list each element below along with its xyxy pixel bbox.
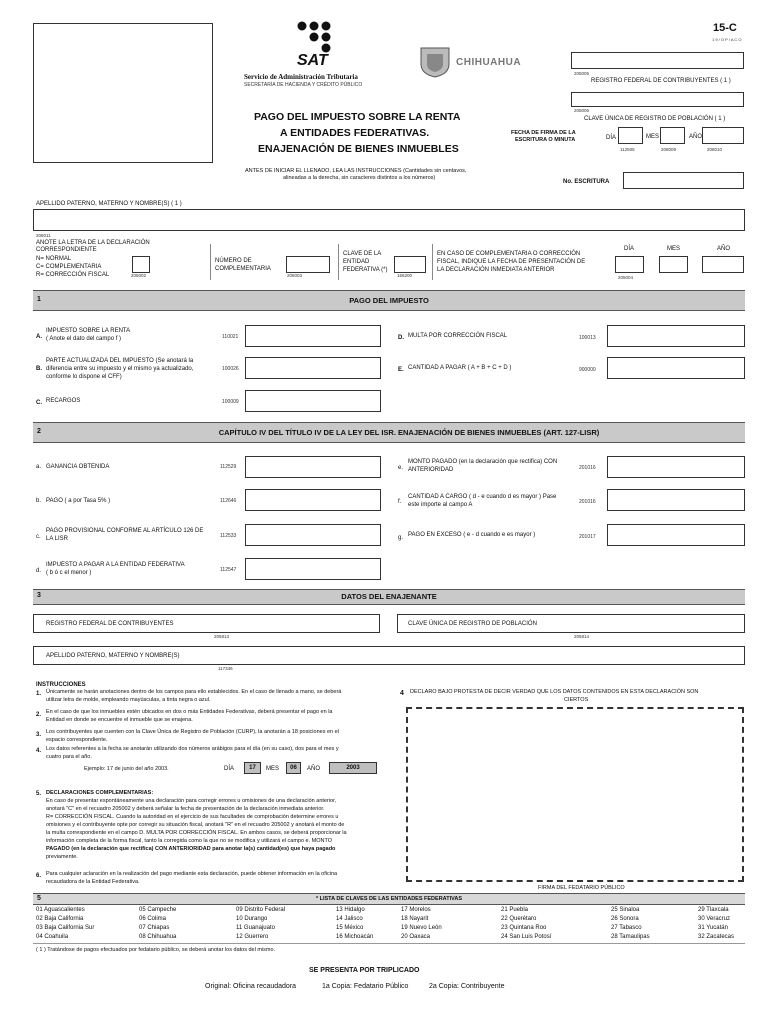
chihuahua-label: CHIHUAHUA (456, 57, 522, 68)
s2-b-label: PAGO ( a por Tasa 5% ) (46, 498, 111, 504)
section-1-header (33, 290, 745, 311)
s2-d-label-1: IMPUESTO A PAGAR A LA ENTIDAD FEDERATIVA (46, 562, 185, 568)
caso-label-2: FISCAL, INDIQUE LA FECHA DE PRESENTACIÓN DE (437, 259, 586, 265)
section-5-number: 5 (37, 895, 41, 902)
state-item: 23 Quintana Roo (501, 925, 547, 931)
s1-a-letter: A. (36, 334, 42, 340)
signature-area[interactable] (406, 707, 744, 882)
fecha-anterior-dia-label: DÍA (624, 246, 635, 252)
anote-label-3: N= NORMAL (36, 256, 72, 262)
fecha-firma-dia-code: 112505 (620, 147, 635, 152)
s1-b-code: 100026 (222, 366, 239, 372)
s2-e-label-1: MONTO PAGADO (en la declaración que rectifica) CON (408, 459, 558, 465)
anote-label-4: C= COMPLEMENTARIA (36, 264, 102, 270)
section-5-title: * LISTA DE CLAVES DE LAS ENTIDADES FEDERATIVAS (315, 896, 463, 902)
fecha-firma-label-2: ESCRITURA O MINUTA (515, 137, 576, 143)
instr-5-line-e: la multa correspondiente en el campo D. MULTA POR CORRECCIÓN FISCAL. En ambos casos, se deberá proporcionar la (46, 830, 347, 836)
state-item: 27 Tabasco (611, 925, 642, 931)
s2-f-label-2: este importe al campo A (408, 502, 473, 508)
fecha-firma-dia-input[interactable] (618, 127, 643, 144)
instr-6-line-a: Para cualquier aclaración en la realización del pago mediante esta declaración, puede obtener información en la oficina (46, 871, 338, 877)
fecha-firma-anio-input[interactable] (702, 127, 744, 144)
clave-label-3: FEDERATIVA (*) (343, 267, 388, 273)
state-item: 16 Michoacán (336, 934, 374, 940)
s3-curp-label: CLAVE ÚNICA DE REGISTRO DE POBLACIÓN (408, 621, 537, 627)
caso-label-1: EN CASO DE COMPLEMENTARIA O CORRECCIÓN (437, 251, 581, 257)
s1-d-label: MULTA POR CORRECCIÓN FISCAL (408, 333, 508, 339)
state-item: 17 Morelos (401, 907, 431, 913)
fecha-firma-anio-label: AÑO (689, 134, 703, 140)
copy-original: Original: Oficina recaudadora (205, 983, 297, 990)
rfc-label: REGISTRO FEDERAL DE CONTRIBUYENTES ( 1 ) (591, 78, 731, 84)
instr-4-num: 4. (36, 748, 42, 754)
example-dia-label: DÍA (224, 766, 235, 772)
s1-e-letter: E. (398, 367, 404, 373)
numero-label-1: NÚMERO DE (215, 258, 252, 264)
s1-c-code: 100009 (222, 399, 239, 405)
s1-d-letter: D. (398, 335, 404, 341)
fecha-anterior-mes-input[interactable] (659, 256, 688, 273)
nombre-input[interactable] (33, 209, 745, 231)
s2-e-letter: e. (398, 465, 404, 471)
fecha-firma-mes-label: MES (646, 134, 660, 140)
instr-2-num: 2. (36, 712, 42, 718)
state-item: 14 Jalisco (336, 916, 363, 922)
instr-2-line-a: En el caso de que los inmuebles estén ubicados en dos o más Entidades Federativas, deberá presentar el pago en la (46, 709, 333, 715)
s3-curp-code: 205814 (574, 634, 590, 639)
state-item: 25 Sinaloa (611, 907, 640, 913)
instr-1-line-a: Únicamente se harán anotaciones dentro de los campos para ello establecidos. En el caso de llenado a mano, se deberá (46, 689, 342, 695)
s2-b-letter: b. (36, 498, 42, 504)
divider (210, 244, 211, 280)
state-item: 20 Oaxaca (401, 934, 431, 940)
fecha-anterior-dia-input[interactable] (615, 256, 644, 273)
section-1-number: 1 (37, 296, 41, 303)
section-2-number: 2 (37, 428, 41, 435)
instr-6-num: 6. (36, 873, 42, 879)
s1-a-input[interactable] (245, 325, 381, 347)
s2-d-label-2: ( b ó c el menor ) (46, 570, 92, 576)
state-item: 13 Hidalgo (336, 907, 365, 913)
tipo-declaracion-code: 205002 (131, 273, 147, 278)
s2-c-label-1: PAGO PROVISIONAL CONFORME AL ARTÍCULO 126 DE (46, 528, 204, 534)
declaration-text-2: CIERTOS (564, 697, 589, 703)
tipo-declaracion-input[interactable] (132, 256, 150, 273)
sat-logo (294, 20, 340, 56)
instructions-title: INSTRUCCIONES (36, 682, 86, 688)
footnote: ( 1 ) Tratándose de pagos efectuados por fedatario público, se deberá anotar los datos del mismo. (36, 947, 276, 953)
fecha-firma-anio-code: 208010 (707, 147, 723, 152)
s1-c-letter: C. (36, 400, 42, 406)
clave-label-2: ENTIDAD (343, 259, 370, 265)
s1-b-label-2: diferencia entre su impuesto y el mismo ya actualizado, (46, 366, 194, 372)
divider (432, 244, 433, 280)
s3-nombre-code: 117346 (218, 666, 233, 671)
s2-a-letter: a. (36, 464, 42, 470)
form-code-sub: 1 9 / O P / A C O (712, 37, 742, 42)
s2-e-input[interactable] (607, 456, 745, 478)
s2-b-code: 112646 (220, 498, 237, 504)
instr-5-title: DECLARACIONES COMPLEMENTARIAS: (46, 790, 154, 796)
s2-g-code: 201017 (579, 534, 596, 540)
state-item: 18 Nayarit (401, 916, 429, 922)
s2-d-code: 112547 (220, 567, 237, 573)
instr-3-num: 3. (36, 732, 42, 738)
form-code: 15-C (713, 22, 737, 34)
state-item: 04 Coahuila (36, 934, 69, 940)
instructions-note-2: alineadas a la derecha, sin caracteres distintos a los números) (283, 175, 436, 181)
instr-5-line-d: omisiones y el contribuyente opte por corregir su situación fiscal, anotará "R" en el recuadro 205002 y anotará el monto de (46, 822, 345, 828)
example-mes-label: MES (266, 766, 280, 772)
instr-3-line-b: espacio correspondiente. (46, 737, 108, 743)
s2-g-input[interactable] (607, 524, 745, 546)
instr-4-line-b: cuatro para el año. (46, 754, 92, 760)
state-item: 19 Nuevo León (401, 925, 442, 931)
title-line-3: ENAJENACIÓN DE BIENES INMUEBLES (258, 143, 459, 155)
state-item: 08 Chihuahua (139, 934, 177, 940)
s2-d-input[interactable] (245, 558, 381, 580)
s2-d-letter: d. (36, 568, 42, 574)
s1-a-label-2: ( Anote el dato del campo f ) (46, 336, 122, 342)
anote-label-1: ANOTE LA LETRA DE LA DECLARACIÓN (36, 240, 150, 246)
numero-complementaria-code: 205003 (287, 273, 303, 278)
fecha-firma-mes-input[interactable] (660, 127, 685, 144)
copy-contribuyente: 2a Copia: Contribuyente (429, 983, 505, 990)
s2-c-input[interactable] (245, 524, 381, 546)
section-2-title: CAPÍTULO IV DEL TÍTULO IV DE LA LEY DEL ISR. ENAJENACIÓN DE BIENES INMUEBLES (ART. 127-LISR) (218, 428, 600, 437)
instr-1-num: 1. (36, 691, 42, 697)
state-item: 07 Chiapas (139, 925, 170, 931)
state-item: 26 Sonora (611, 916, 639, 922)
s2-g-letter: g. (398, 535, 404, 541)
instr-5-line-g: PAGADO (en la declaración que rectifica) CON ANTERIORIDAD para anotar la(s) cantidad(es) que haya pagado (46, 846, 336, 852)
anote-label-2: CORRESPONDIENTE (36, 247, 97, 253)
declaration-text-1: DECLARO BAJO PROTESTA DE DECIR VERDAD QUE LOS DATOS CONTENIDOS EN ESTA DECLARACIÓN SON (410, 689, 699, 695)
example-anio-label: AÑO (307, 766, 321, 772)
triplicado-label: SE PRESENTA POR TRIPLICADO (309, 967, 420, 974)
s1-a-label-1: IMPUESTO SOBRE LA RENTA (46, 328, 131, 334)
fecha-firma-label-1: FECHA DE FIRMA DE LA (511, 130, 576, 136)
sat-dots-icon (294, 20, 340, 56)
s1-b-letter: B. (36, 366, 42, 372)
s2-f-letter: f. (398, 499, 402, 505)
s1-c-label: RECARGOS (46, 398, 81, 404)
instr-5-line-f: información completa de la forma fiscal, tanto la corregida como la que no se modifica y utilizará el campo e. MONTO (46, 838, 333, 844)
curp-label: CLAVE ÚNICA DE REGISTRO DE POBLACIÓN ( 1 ) (584, 116, 726, 122)
firma-label: FIRMA DEL FEDATARIO PÚBLICO (538, 885, 625, 891)
clave-entidad-code: 166200 (397, 273, 413, 278)
state-item: 06 Colima (139, 916, 167, 922)
state-item: 02 Baja California (36, 916, 84, 922)
sat-name: Servicio de Administración Tributaria (244, 73, 358, 81)
section-3-title: DATOS DEL ENAJENANTE (341, 592, 437, 601)
s3-rfc-label: REGISTRO FEDERAL DE CONTRIBUYENTES (46, 621, 174, 627)
photo-box (33, 23, 213, 163)
state-item: 15 México (336, 925, 364, 931)
copy-fedatario: 1a Copia: Fedatario Público (322, 983, 409, 990)
example-anio-value: 2003 (329, 762, 377, 774)
clave-entidad-input[interactable] (394, 256, 426, 273)
title-line-2: A ENTIDADES FEDERATIVAS. (280, 127, 430, 139)
declaration-number: 4 (400, 690, 404, 697)
title-line-1: PAGO DEL IMPUESTO SOBRE LA RENTA (254, 111, 461, 123)
nombre-code: 206011 (36, 233, 51, 238)
state-item: 11 Guanajuato (236, 925, 275, 931)
s2-c-code: 112533 (220, 533, 237, 539)
s2-c-letter: c. (36, 534, 41, 540)
s2-f-code: 201016 (579, 499, 596, 505)
s2-f-label-1: CANTIDAD A CARGO ( d - e cuando d es mayor ) Pase (408, 494, 557, 500)
instr-3-line-a: Los contribuyentes que cuenten con la Clave Única de Registro de Población (CURP), la anotarán a 18 posiciones en el (46, 729, 339, 735)
state-item: 03 Baja California Sur (36, 925, 95, 931)
escritura-input[interactable] (623, 172, 744, 189)
s3-rfc-code: 205813 (214, 634, 230, 639)
s1-a-code: 110021 (222, 334, 239, 340)
state-item: 12 Guerrero (236, 934, 269, 940)
state-item: 24 San Luis Potosí (501, 934, 552, 940)
section-5-header (33, 893, 745, 905)
state-item: 22 Querétaro (501, 916, 537, 922)
instr-5-line-h: previamente. (46, 854, 78, 860)
rfc-code: 205005 (574, 71, 590, 76)
s1-b-label-3: conforme lo dispone el CFF) (46, 374, 122, 380)
state-item: 05 Campeche (139, 907, 177, 913)
rfc-input[interactable] (571, 52, 744, 69)
chihuahua-seal-icon (417, 44, 453, 78)
fecha-anterior-anio-label: AÑO (717, 246, 731, 252)
instr-2-line-b: Entidad en donde se encuentre el inmueble que se enajena. (46, 717, 193, 723)
instr-1-line-b: utilizar letra de molde, empleando mayúsculas, a tinta negra o azul. (46, 697, 211, 703)
clave-label-1: CLAVE DE LA (343, 251, 382, 257)
s2-e-label-2: ANTERIORIDAD (408, 467, 454, 473)
s1-c-input[interactable] (245, 390, 381, 412)
sat-subtitle: SECRETARÍA DE HACIENDA Y CRÉDITO PÚBLICO (244, 82, 363, 88)
s2-a-input[interactable] (245, 456, 381, 478)
example-label: Ejemplo: 17 de junio del año 2003. (84, 766, 169, 772)
section-3-number: 3 (37, 592, 41, 599)
state-item: 31 Yucatán (698, 925, 728, 931)
instr-5-line-b: anotará "C" en el recuadro 205002 y deberá señalar la fecha de presentación de la declaración inmediata anterior. (46, 806, 325, 812)
divider (338, 244, 339, 280)
fecha-anterior-code: 205004 (618, 275, 634, 280)
escritura-label: No. ESCRITURA (563, 179, 610, 185)
section-2-header (33, 422, 745, 443)
example-mes-value: 06 (286, 762, 301, 774)
state-item: 10 Durango (236, 916, 268, 922)
instr-5-num: 5. (36, 791, 42, 797)
state-item: 09 Distrito Federal (236, 907, 286, 913)
section-1-title: PAGO DEL IMPUESTO (349, 296, 429, 305)
s1-b-input[interactable] (245, 357, 381, 379)
s2-g-label: PAGO EN EXCESO ( e - d cuando e es mayor ) (408, 532, 536, 538)
curp-input[interactable] (571, 92, 744, 107)
s2-a-label: GANANCIA OBTENIDA (46, 464, 110, 470)
s2-f-input[interactable] (607, 489, 745, 511)
s1-e-code: 900000 (579, 367, 596, 373)
s2-a-code: 112529 (220, 464, 237, 470)
fecha-firma-mes-code: 208009 (661, 147, 677, 152)
s2-b-input[interactable] (245, 489, 381, 511)
numero-complementaria-input[interactable] (286, 256, 330, 273)
instr-5-line-a: En caso de presentar espontáneamente una declaración para corregir errores u omisiones de una declaración anterior, (46, 798, 337, 804)
s1-d-input[interactable] (607, 325, 745, 347)
s1-d-code: 100013 (579, 335, 596, 341)
curp-code: 205006 (574, 108, 590, 113)
state-item: 32 Zacatecas (698, 934, 735, 940)
caso-label-3: LA DECLARACIÓN INMEDIATA ANTERIOR (437, 267, 555, 273)
state-item: 30 Veracruz (698, 916, 731, 922)
s2-e-code: 201016 (579, 465, 596, 471)
fecha-anterior-mes-label: MES (667, 246, 681, 252)
nombre-label: APELLIDO PATERNO, MATERNO Y NOMBRE(S) ( 1 ) (36, 201, 182, 207)
numero-label-2: COMPLEMENTARIA (215, 266, 271, 272)
state-item: 29 Tlaxcala (698, 907, 729, 913)
s1-e-label: CANTIDAD A PAGAR ( A + B + C + D ) (408, 365, 512, 371)
instructions-note-1: ANTES DE INICIAR EL LLENADO, LEA LAS INSTRUCCIONES (Cantidades sin centavos, (245, 168, 467, 174)
sat-logo-text: SAT (297, 52, 328, 69)
s1-b-label-1: PARTE ACTUALIZADA DEL IMPUESTO (Se anotará la (46, 358, 194, 364)
s1-e-input[interactable] (607, 357, 745, 379)
instr-5-line-c: R= CORRECCIÓN FISCAL. Cuando la autoridad en el ejercicio de sus facultades de comprobación determine errores u (46, 814, 339, 820)
state-item: 28 Tamaulipas (611, 934, 650, 940)
s3-nombre-label: APELLIDO PATERNO, MATERNO Y NOMBRE(S) (46, 653, 180, 659)
anote-label-5: R= CORRECCIÓN FISCAL (36, 272, 110, 278)
state-item: 01 Aguascalientes (36, 907, 85, 913)
s2-c-label-2: LA LISR (46, 536, 69, 542)
instr-4-line-a: Los datos referentes a la fecha se anotarán utilizando dos números arábigos para el día (en su caso), dos para el mes y (46, 746, 339, 752)
section-3-header (33, 589, 745, 605)
fecha-firma-dia-label: DÍA (606, 135, 617, 141)
divider (33, 943, 745, 944)
fecha-anterior-anio-input[interactable] (702, 256, 744, 273)
state-item: 21 Puebla (501, 907, 529, 913)
example-dia-value: 17 (244, 762, 261, 774)
instr-6-line-b: recaudadora de la Entidad Federativa. (46, 879, 140, 885)
